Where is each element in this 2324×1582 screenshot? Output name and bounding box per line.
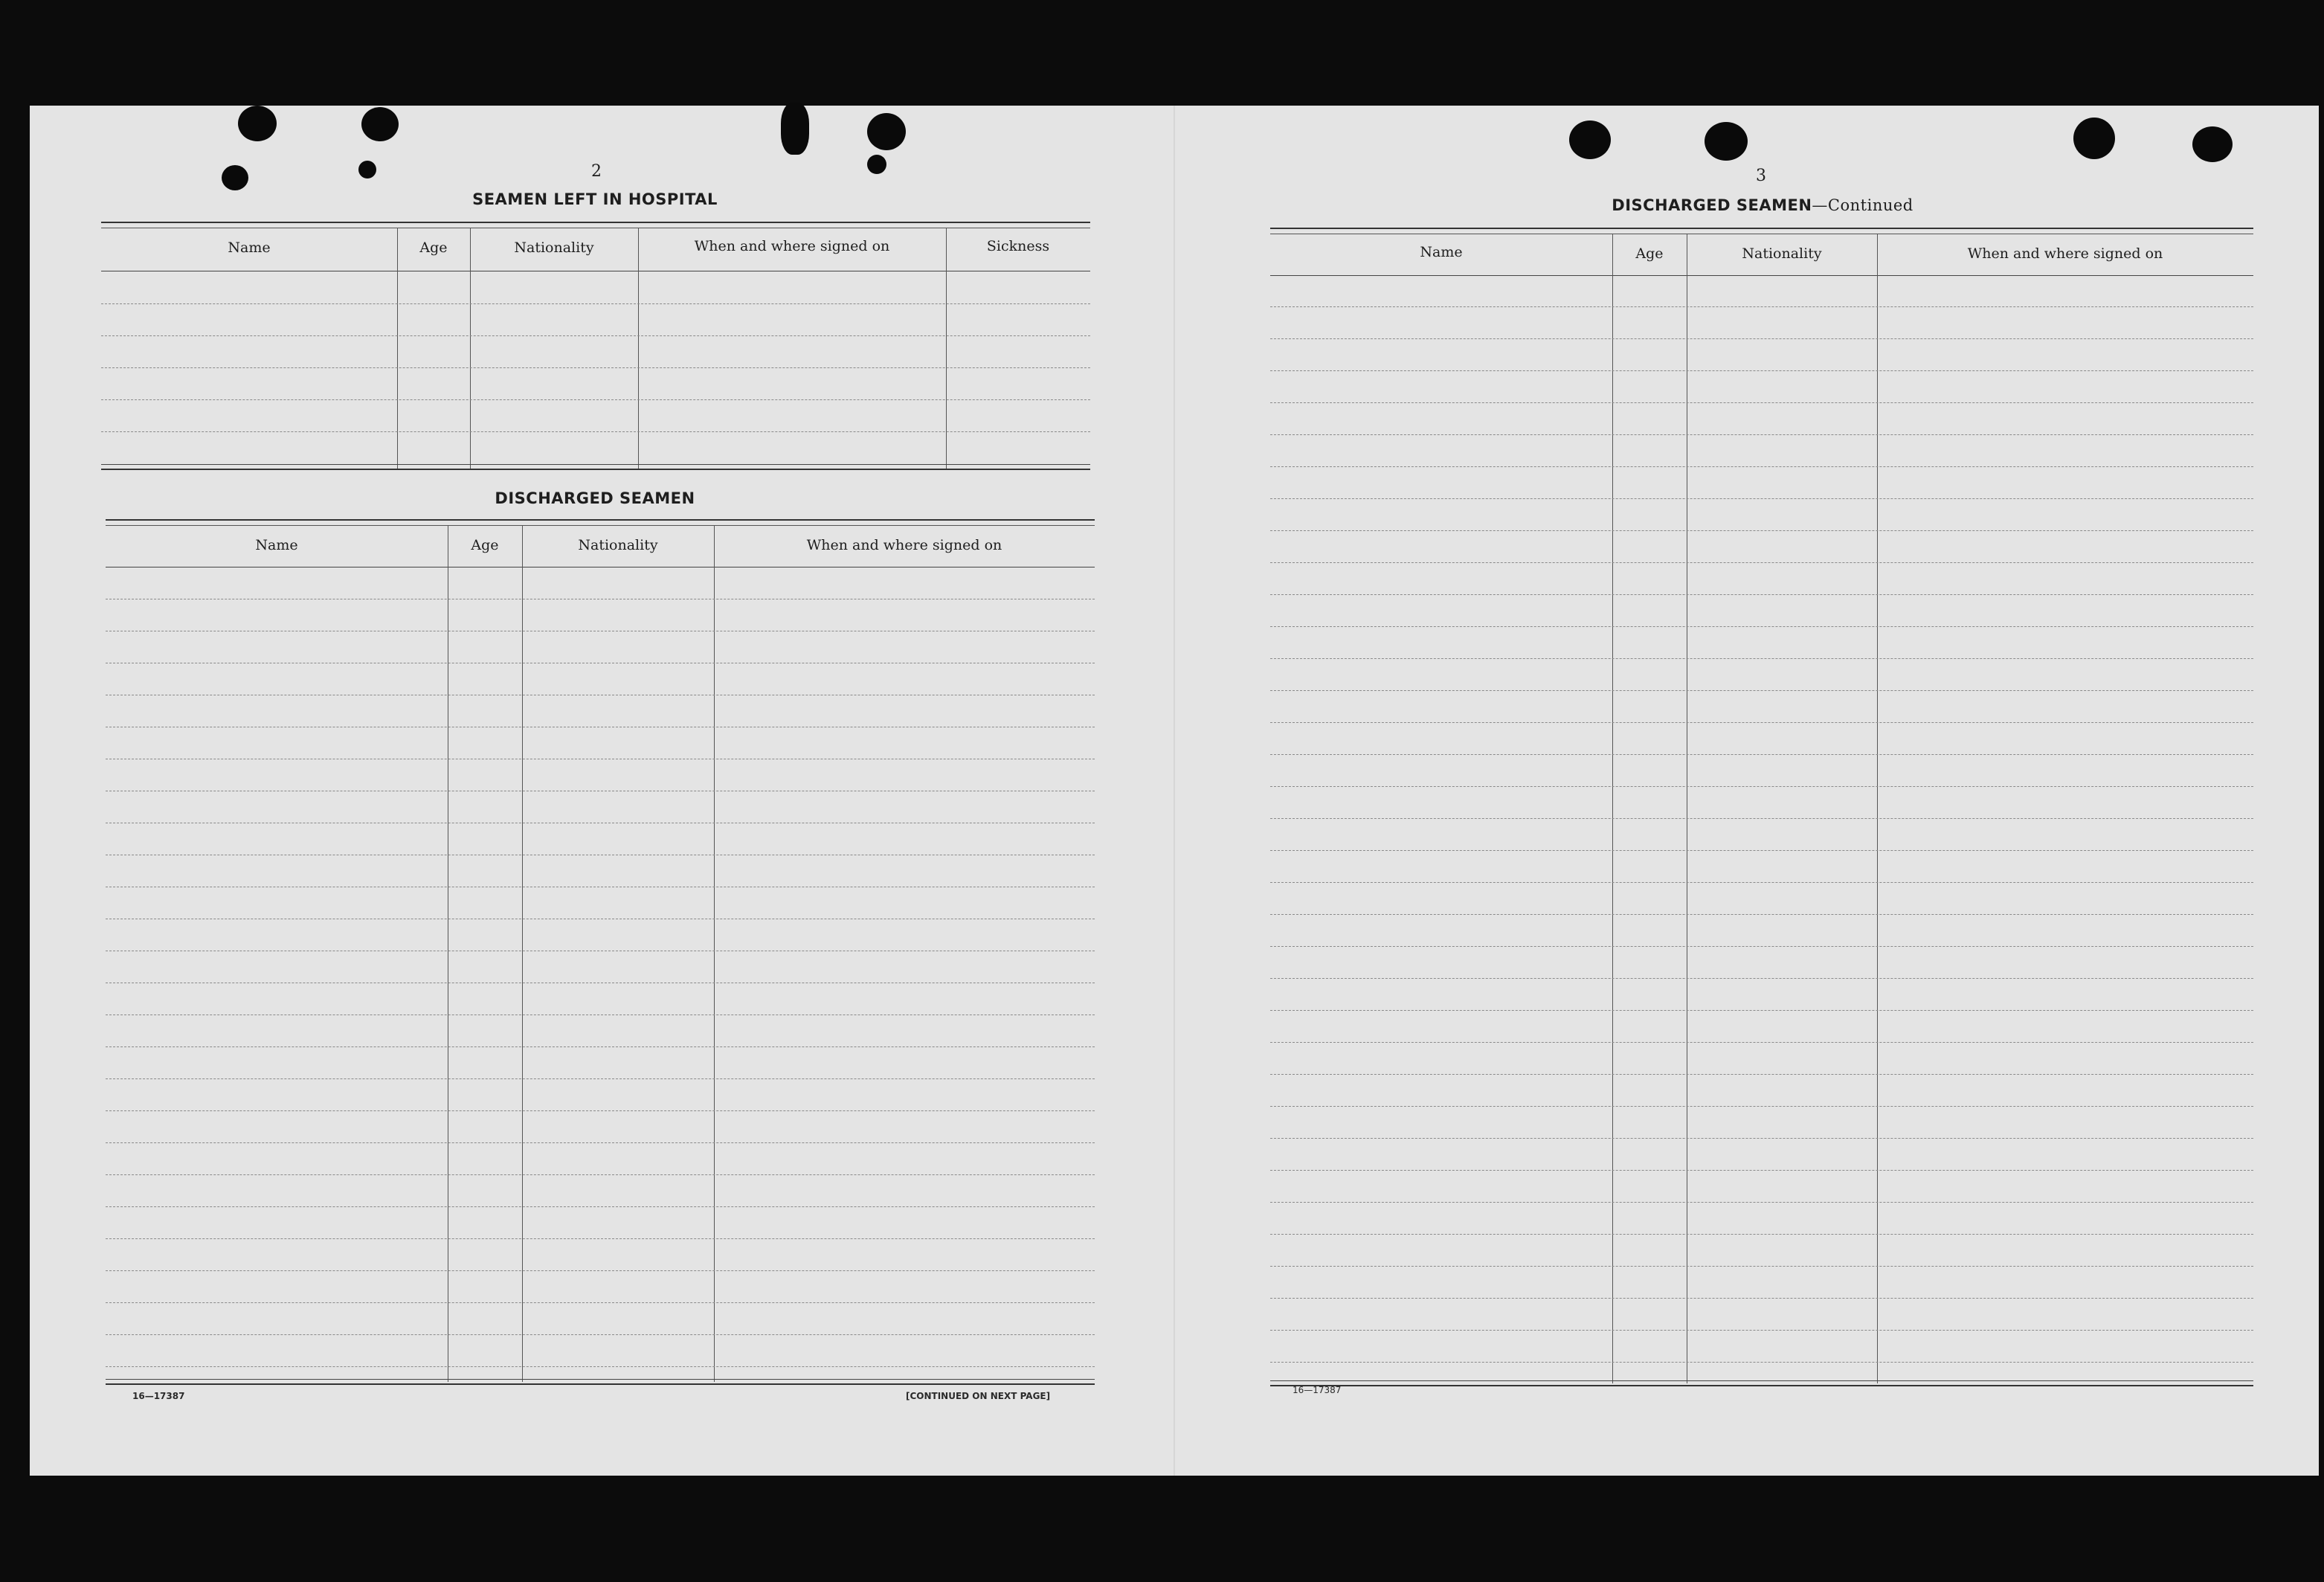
entry-line xyxy=(106,1302,1095,1303)
table-bottom-rule xyxy=(101,464,1090,470)
discharged-continued-table xyxy=(1270,228,2253,1492)
column-divider xyxy=(397,228,398,469)
column-header-signed-on: When and where signed on xyxy=(806,537,1002,553)
entry-line xyxy=(1270,722,2253,723)
header-rule xyxy=(1270,275,2253,276)
left-page xyxy=(30,106,1175,1476)
column-header-nationality: Nationality xyxy=(578,537,658,553)
form-number: 16—17387 xyxy=(1293,1385,1342,1395)
entry-line xyxy=(1270,914,2253,915)
hospital-section-title: SEAMEN LEFT IN HOSPITAL xyxy=(472,190,718,208)
column-header-name: Name xyxy=(1420,244,1463,260)
entry-line xyxy=(106,1174,1095,1175)
column-header-age: Age xyxy=(419,239,448,256)
page-number: 2 xyxy=(591,162,602,181)
entry-line xyxy=(1270,1138,2253,1139)
column-header-sickness: Sickness xyxy=(986,238,1050,254)
entry-line xyxy=(1270,338,2253,339)
entry-line xyxy=(1270,1362,2253,1363)
entry-line xyxy=(106,1270,1095,1271)
column-divider xyxy=(714,525,715,1382)
discharged-continued-title xyxy=(1547,196,1978,214)
entry-line xyxy=(101,431,1090,432)
entry-line xyxy=(1270,306,2253,307)
entry-line xyxy=(1270,1170,2253,1171)
column-divider xyxy=(638,228,639,469)
entry-line xyxy=(101,399,1090,400)
entry-line xyxy=(101,335,1090,336)
entry-line xyxy=(1270,946,2253,947)
entry-line xyxy=(106,1046,1095,1047)
open-ledger-sheet xyxy=(30,106,2319,1476)
entry-line xyxy=(1270,498,2253,499)
entry-line xyxy=(1270,370,2253,371)
entry-line xyxy=(1270,1202,2253,1203)
entry-line xyxy=(106,1078,1095,1079)
entry-line xyxy=(1270,530,2253,531)
entry-line xyxy=(1270,882,2253,883)
entry-line xyxy=(1270,594,2253,595)
table-top-rule xyxy=(106,519,1095,526)
column-header-nationality: Nationality xyxy=(514,239,594,256)
column-divider xyxy=(1612,234,1613,1383)
column-header-signed-on: When and where signed on xyxy=(694,238,890,254)
entry-line xyxy=(106,1238,1095,1239)
entry-line xyxy=(1270,850,2253,851)
column-header-name: Name xyxy=(255,537,298,553)
entry-line xyxy=(1270,1266,2253,1267)
entry-line xyxy=(106,1334,1095,1335)
entry-line xyxy=(1270,402,2253,403)
entry-line xyxy=(1270,978,2253,979)
table-bottom-rule xyxy=(106,1379,1095,1385)
entry-line xyxy=(106,1206,1095,1207)
table-bottom-rule xyxy=(1270,1380,2253,1386)
entry-line xyxy=(1270,1298,2253,1299)
entry-line xyxy=(1270,818,2253,819)
entry-line xyxy=(101,303,1090,304)
page-number: 3 xyxy=(1756,167,1766,185)
continued-note: [CONTINUED ON NEXT PAGE] xyxy=(906,1391,1051,1401)
entry-line xyxy=(1270,626,2253,627)
column-divider xyxy=(522,525,523,1382)
right-page xyxy=(1175,106,2319,1476)
entry-line xyxy=(1270,1010,2253,1011)
section-title-main: DISCHARGED SEAMEN xyxy=(1612,196,1812,214)
entry-line xyxy=(101,367,1090,368)
entry-line xyxy=(1270,786,2253,787)
discharged-table xyxy=(106,519,1095,1495)
entry-line xyxy=(1270,562,2253,563)
entry-line xyxy=(1270,754,2253,755)
discharged-section-title: DISCHARGED SEAMEN xyxy=(495,489,695,507)
entry-line xyxy=(1270,1074,2253,1075)
entry-line xyxy=(1270,434,2253,435)
table-top-rule xyxy=(1270,228,2253,234)
column-header-nationality: Nationality xyxy=(1742,245,1822,262)
entry-line xyxy=(106,1142,1095,1143)
entry-line xyxy=(106,1366,1095,1367)
entry-line xyxy=(1270,690,2253,691)
entry-line xyxy=(1270,1234,2253,1235)
hospital-table xyxy=(101,222,1090,475)
section-title-suffix: —Continued xyxy=(1812,196,1913,214)
column-header-name: Name xyxy=(228,239,271,256)
column-divider xyxy=(946,228,947,469)
column-divider xyxy=(1877,234,1878,1383)
column-header-age: Age xyxy=(471,537,499,553)
entry-line xyxy=(1270,1106,2253,1107)
table-top-rule xyxy=(101,222,1090,228)
entry-line xyxy=(1270,1042,2253,1043)
entry-line xyxy=(1270,658,2253,659)
entry-line xyxy=(1270,466,2253,467)
column-header-signed-on: When and where signed on xyxy=(1967,245,2163,262)
entry-line xyxy=(1270,1330,2253,1331)
entry-line xyxy=(106,1110,1095,1111)
form-number: 16—17387 xyxy=(132,1391,185,1401)
column-divider xyxy=(470,228,471,469)
column-header-age: Age xyxy=(1635,245,1664,262)
